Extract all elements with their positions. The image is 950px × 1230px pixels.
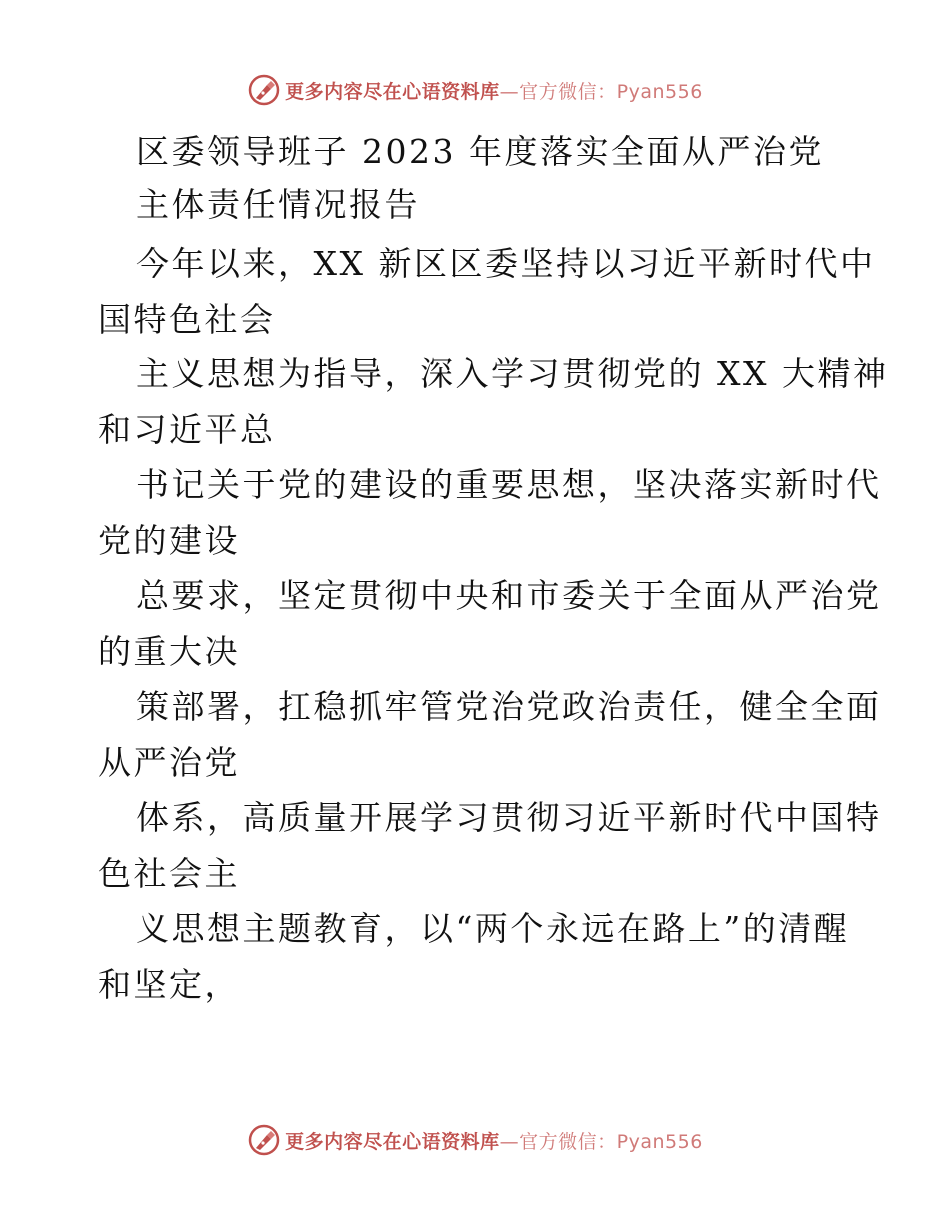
doc-title-line-1: 区委领导班子 2023 年度落实全面从严治党	[136, 132, 824, 171]
doc-paragraph-line: 策部署，扛稳抓牢管党治党政治责任，健全全面	[136, 687, 882, 726]
doc-paragraph-line: 的重大决	[98, 632, 240, 671]
doc-paragraph-line: 主义思想为指导，深入学习贯彻党的 XX 大精神	[136, 354, 889, 393]
watermark-main-text: 更多内容尽在心语资料库	[285, 1130, 500, 1153]
header-watermark	[0, 70, 950, 110]
doc-paragraph-line: 色社会主	[98, 854, 240, 893]
pen-nib-logo-icon	[247, 1123, 281, 1157]
doc-title-line-2: 主体责任情况报告	[136, 185, 420, 224]
doc-paragraph-line: 和习近平总	[98, 410, 276, 449]
doc-paragraph-line: 义思想主题教育，以“两个永远在路上”的清醒	[136, 909, 850, 948]
watermark-sub-text: —官方微信：Pyan556	[499, 1130, 703, 1153]
footer-watermark	[0, 1120, 950, 1160]
pen-nib-logo-icon	[247, 73, 281, 107]
doc-paragraph-line: 党的建设	[98, 521, 240, 560]
doc-paragraph-line: 国特色社会	[98, 300, 276, 339]
doc-paragraph-line: 书记关于党的建设的重要思想，坚决落实新时代	[136, 465, 882, 504]
doc-paragraph-line: 今年以来，XX 新区区委坚持以习近平新时代中	[136, 244, 876, 283]
doc-paragraph-line: 从严治党	[98, 743, 240, 782]
watermark-sub-text: —官方微信：Pyan556	[499, 80, 703, 103]
doc-paragraph-line: 总要求，坚定贯彻中央和市委关于全面从严治党	[136, 576, 882, 615]
watermark-main-text: 更多内容尽在心语资料库	[285, 80, 500, 103]
doc-paragraph-line: 体系，高质量开展学习贯彻习近平新时代中国特	[136, 798, 882, 837]
doc-paragraph-line: 和坚定，	[98, 965, 240, 1004]
